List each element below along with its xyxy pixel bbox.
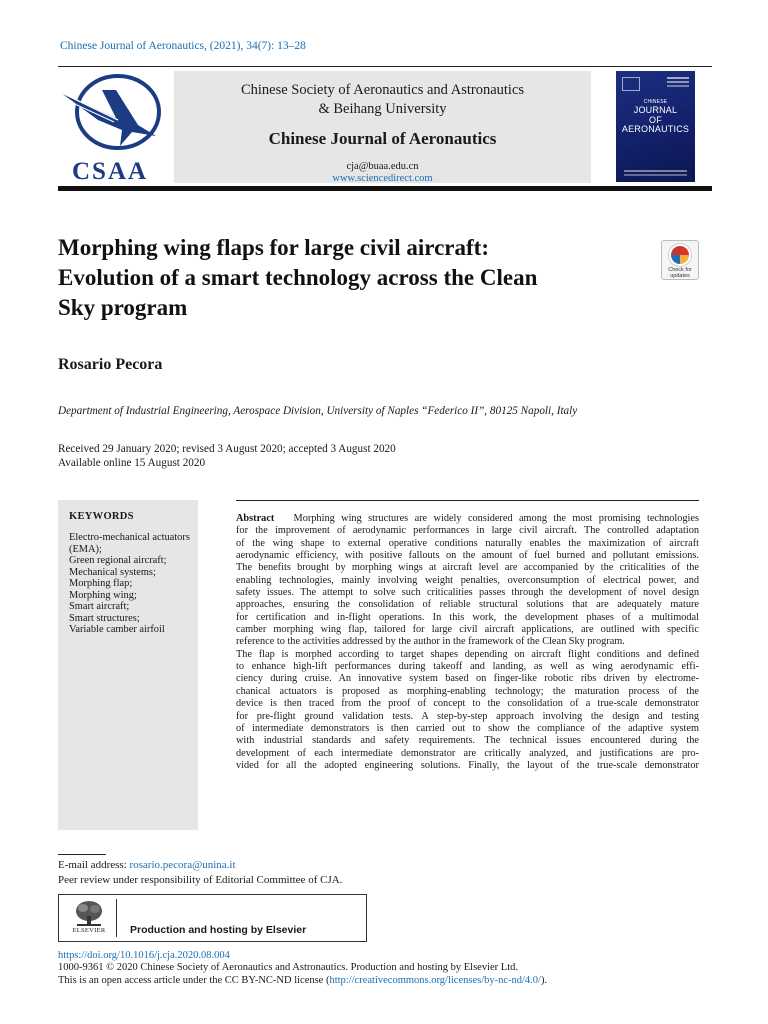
journal-email[interactable]: cja@buaa.edu.cn	[346, 161, 419, 172]
available-online-date: Available online 15 August 2020	[58, 457, 206, 469]
check-updates-label: Check for	[668, 267, 692, 273]
society-name-cont: & Beihang University	[318, 101, 447, 117]
abstract-line: vided for all the adopted engineering solutions. Finally, the layout of the true-scale demonstrator	[236, 759, 699, 771]
check-for-updates-button[interactable]	[661, 240, 699, 280]
abstract-line: chanical actuators is proposed as morphing-enabling technology; the maturation process of the	[236, 685, 699, 697]
doi-link[interactable]: https://doi.org/10.1016/j.cja.2020.08.004	[58, 950, 230, 961]
abstract-label: Abstract	[236, 513, 275, 524]
article-title-line: Sky program	[58, 295, 188, 320]
keywords-heading: KEYWORDS	[69, 511, 134, 522]
journal-cover[interactable]	[616, 71, 695, 182]
abstract-line: for pre-flight ground validation tests. A step-by-step approach involving the design and testing	[236, 710, 699, 722]
masthead-rule-top	[58, 66, 712, 67]
license-link[interactable]: http://creativecommons.org/licenses/by-nc-nd/4.0/	[329, 975, 541, 986]
footnote-rule	[58, 854, 106, 855]
abstract-body	[236, 525, 699, 772]
author-email-link[interactable]: rosario.pecora@unina.it	[129, 859, 236, 871]
abstract-line: with industrial standards and safety requirements. The technical issues encountered during the	[236, 735, 699, 747]
abstract-line: camber morphing wing flap, tailored for large civil aircraft applications, are outlined with specific	[236, 624, 699, 636]
license-notice	[58, 975, 547, 986]
author-name: Rosario Pecora	[58, 356, 163, 373]
cover-lines	[667, 77, 689, 79]
abstract-line: reference to the activities addressed by the author in the framework of the Clean Sky program.	[236, 636, 625, 648]
abstract-line: to enhance high-lift performances during takeoff and landing, as well as wing aerodynamic effi-	[236, 661, 699, 673]
keywords-panel	[58, 500, 198, 830]
keyword-item: Variable camber airfoil	[69, 624, 165, 635]
abstract-line: of intermediate demonstrators is then carried out to show the compliance of the adaptive system	[236, 722, 699, 734]
keyword-item: Morphing flap;	[69, 578, 133, 589]
article-title-line: Morphing wing flaps for large civil aircraft:	[58, 235, 489, 260]
abstract-line: enabling technologies, mainly involving weight penalties, overconsumption of electrical power, and	[236, 574, 699, 586]
keyword-item: Smart structures;	[69, 612, 140, 624]
cover-title-line: JOURNAL	[633, 105, 678, 115]
license-prefix: This is an open access article under the CC BY-NC-ND license (	[58, 975, 330, 986]
author-email	[58, 859, 236, 871]
author-affiliation: Department of Industrial Engineering, Aerospace Division, University of Naples “Federico II”, 80125 Napoli, Italy	[58, 405, 578, 417]
license-suffix: ).	[540, 975, 548, 986]
copyright-notice: 1000-9361 © 2020 Chinese Society of Aeronautics and Astronautics. Production and hosting by Elsevier Ltd.	[58, 962, 518, 973]
keyword-item: Electro-mechanical actuators	[69, 532, 190, 543]
abstract-first-line	[236, 513, 699, 525]
article-title-line: Evolution of a smart technology across the Clean	[58, 265, 538, 290]
masthead-panel	[174, 71, 591, 183]
elsevier-hosting-box	[58, 894, 367, 942]
abstract-line: device is then traced from the proof of concept to the consolidation of a true-scale demonstrator	[236, 698, 699, 710]
abstract-line: ciency during cruise. An innovative system based on finger-like robotic ribs driven by electrome-	[236, 673, 699, 685]
abstract-rule	[236, 500, 699, 501]
cover-title-line: AERONAUTICS	[621, 124, 690, 134]
keyword-item: Morphing wing;	[69, 589, 137, 601]
society-name: Chinese Society of Aeronautics and Astronautics	[240, 82, 525, 98]
production-hosting-text: Production and hosting by Elsevier	[130, 924, 307, 936]
peer-review-note: Peer review under responsibility of Editorial Committee of CJA.	[58, 874, 343, 886]
abstract-line: for the improvement of aerodynamic performances in large civil aircraft. The controlled adaptation	[236, 525, 699, 537]
abstract-line: of the wing shape to external operative conditions naturally enables the maximization of aircraft	[236, 537, 699, 549]
keyword-item: Mechanical systems;	[69, 566, 156, 578]
abstract-line: safety issues. The attempt to solve such criticalities passes through the development of novel design	[236, 587, 699, 599]
abstract-line: approaches, ensuring the consolidation of reliable structural solutions that are adequately mature	[236, 599, 699, 611]
article-title	[58, 233, 618, 323]
abstract-text: Morphing wing structures are widely considered among the most promising technologies	[293, 513, 699, 524]
csaa-logo-text: CSAA	[72, 158, 149, 185]
cover-emblem	[622, 77, 640, 91]
abstract-line: development of each intermediate demonstrator are critically analyzed, and justifications are pro-	[236, 747, 699, 759]
elsevier-divider	[116, 899, 117, 937]
cover-title-line: OF	[649, 114, 662, 125]
journal-name: Chinese Journal of Aeronautics	[268, 129, 497, 148]
check-updates-label: updates	[670, 273, 690, 279]
abstract-line: The flap is morphed according to target shapes depending on aircraft flight conditions and defined	[236, 648, 699, 660]
article-dates	[58, 442, 396, 470]
elsevier-wordmark: ELSEVIER	[72, 927, 106, 934]
masthead-rule-bottom	[58, 186, 712, 191]
keyword-item: Smart aircraft;	[69, 601, 130, 612]
abstract	[236, 513, 699, 772]
journal-website-link[interactable]: www.sciencedirect.com	[332, 173, 433, 184]
received-dates: Received 29 January 2020; revised 3 August 2020; accepted 3 August 2020	[58, 443, 396, 455]
abstract-line: aerodynamic efficiency, with positive fallouts on the amount of fuel burned and pollutant emissions.	[236, 550, 699, 562]
cover-bottom-lines	[624, 170, 687, 172]
email-label: E-mail address:	[58, 859, 130, 871]
keyword-item: Green regional aircraft;	[69, 555, 167, 566]
keyword-item: (EMA);	[69, 543, 102, 555]
abstract-line: The benefits brought by morphing wings at aircraft level are accompanied by the criticalities of the	[236, 562, 699, 574]
airplane-emblem-icon	[58, 70, 172, 160]
csaa-logo	[58, 70, 172, 184]
journal-citation[interactable]: Chinese Journal of Aeronautics, (2021), 34(7): 13–28	[60, 40, 306, 52]
abstract-line: for certification and in-flight operations. In this work, the development phases of a multimodal	[236, 611, 699, 623]
check-updates-icon	[669, 244, 691, 266]
keywords-list	[69, 532, 198, 636]
cover-title-line: CHINESE	[643, 99, 668, 105]
